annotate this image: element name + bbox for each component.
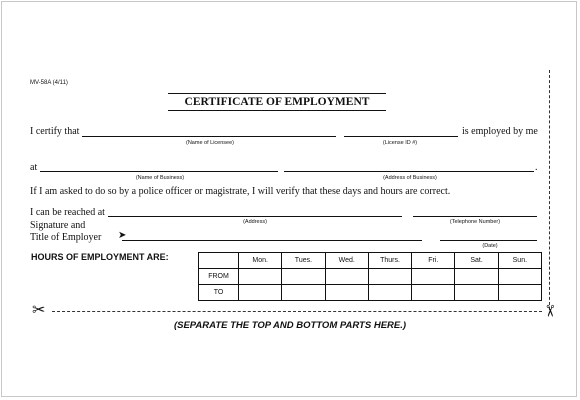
signature-label-line1: Signature and — [30, 220, 86, 231]
reached-label: I can be reached at — [30, 207, 105, 218]
scissors-icon: ✂ — [32, 302, 46, 319]
license-id-caption: (License ID #) — [382, 140, 418, 146]
corner-cell — [199, 253, 239, 269]
to-sun-cell[interactable] — [498, 285, 541, 301]
vertical-cut-line — [549, 70, 550, 310]
from-thu-cell[interactable] — [368, 269, 411, 285]
phone-caption: (Telephone Number) — [449, 219, 501, 225]
address-caption: (Address) — [243, 219, 267, 225]
from-label: FROM — [199, 269, 239, 285]
hours-to-row — [199, 285, 542, 301]
business-address-line[interactable] — [284, 171, 534, 172]
day-header-sat: Sat. — [455, 253, 498, 269]
from-wed-cell[interactable] — [325, 269, 368, 285]
employer-address-line[interactable] — [108, 216, 402, 217]
day-header-mon: Mon. — [239, 253, 282, 269]
day-header-wed: Wed. — [325, 253, 368, 269]
signature-label-line2: Title of Employer — [30, 232, 102, 243]
certify-suffix: is employed by me — [462, 126, 538, 137]
business-name-line[interactable] — [40, 171, 278, 172]
to-label: TO — [199, 285, 239, 301]
from-sun-cell[interactable] — [498, 269, 541, 285]
signature-label — [30, 220, 101, 244]
day-header-thu: Thurs. — [368, 253, 411, 269]
scissors-icon: ✂ — [540, 304, 558, 318]
separator-instruction: (SEPARATE THE TOP AND BOTTOM PARTS HERE.) — [173, 320, 407, 331]
to-mon-cell[interactable] — [239, 285, 282, 301]
date-caption: (Date) — [482, 243, 498, 249]
license-id-line[interactable] — [344, 136, 458, 137]
to-sat-cell[interactable] — [455, 285, 498, 301]
hours-table — [198, 252, 542, 301]
to-fri-cell[interactable] — [412, 285, 455, 301]
date-line[interactable] — [440, 240, 537, 241]
to-wed-cell[interactable] — [325, 285, 368, 301]
licensee-name-caption: (Name of Licensee) — [186, 140, 234, 146]
licensee-name-line[interactable] — [82, 136, 336, 137]
from-tue-cell[interactable] — [282, 269, 325, 285]
horizontal-cut-line — [52, 311, 542, 312]
from-sat-cell[interactable] — [455, 269, 498, 285]
form-code: MV-58A (4/11) — [30, 80, 68, 86]
to-thu-cell[interactable] — [368, 285, 411, 301]
pointer-arrow-icon: ➤ — [118, 230, 127, 241]
at-label: at — [30, 162, 38, 173]
hours-header-row — [199, 253, 542, 269]
day-header-fri: Fri. — [412, 253, 455, 269]
certify-prefix: I certify that — [30, 126, 80, 137]
hours-from-row — [199, 269, 542, 285]
to-tue-cell[interactable] — [282, 285, 325, 301]
from-fri-cell[interactable] — [412, 269, 455, 285]
day-header-sun: Sun. — [498, 253, 541, 269]
signature-line[interactable] — [122, 240, 422, 241]
from-mon-cell[interactable] — [239, 269, 282, 285]
document-frame — [1, 1, 577, 397]
business-address-caption: (Address of Business) — [383, 175, 437, 181]
period-mark: . — [535, 162, 538, 173]
business-name-caption: (Name of Business) — [135, 175, 185, 181]
day-header-tue: Tues. — [282, 253, 325, 269]
verify-statement: If I am asked to do so by a police officer or magistrate, I will verify that these days and hours are correct. — [30, 186, 451, 197]
employer-phone-line[interactable] — [413, 216, 537, 217]
document-title: CERTIFICATE OF EMPLOYMENT — [168, 93, 386, 111]
hours-label: HOURS OF EMPLOYMENT ARE: — [31, 252, 169, 262]
